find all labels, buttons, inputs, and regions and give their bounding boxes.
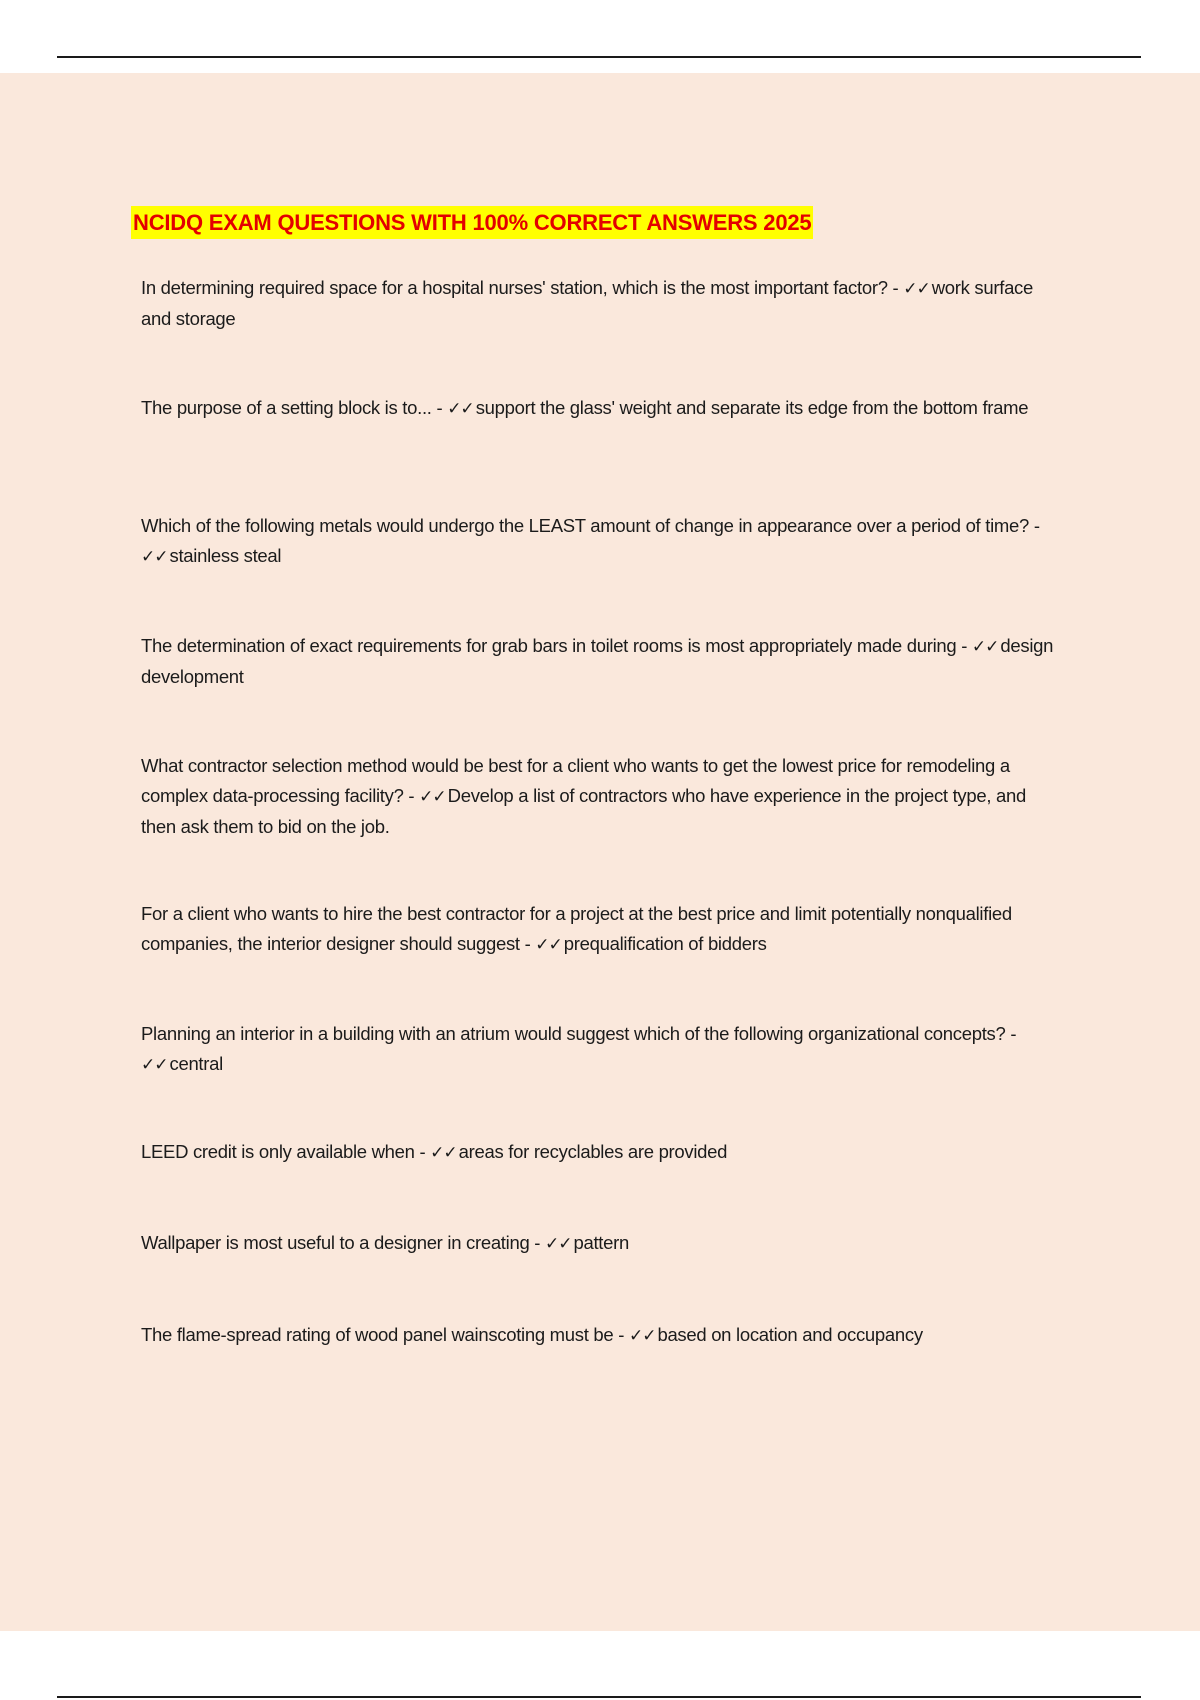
double-check-icon: ✓✓	[535, 935, 562, 955]
answer-text: based on location and occupancy	[657, 1324, 923, 1345]
separator: -	[519, 933, 536, 954]
question-text: In determining required space for a hospital nurses' station, which is the most important factor?	[141, 277, 888, 298]
double-check-icon: ✓✓	[628, 1326, 656, 1346]
document-title: NCIDQ EXAM QUESTIONS WITH 100% CORRECT ANSWERS 2025	[131, 206, 813, 239]
answer-text: stainless steal	[169, 545, 282, 566]
qa-item	[141, 631, 1061, 692]
answer-text: pattern	[573, 1232, 629, 1253]
qa-item	[141, 751, 1061, 842]
qa-item	[141, 1228, 1061, 1259]
answer-text: areas for recyclables are provided	[458, 1141, 728, 1162]
separator: -	[613, 1324, 629, 1345]
answer-text: Develop a list of contractors who have experience in the project type, and then ask them to bid on the job.	[141, 785, 1027, 837]
double-check-icon: ✓✓	[447, 399, 474, 419]
question-text: The determination of exact requirements for grab bars in toilet rooms is most appropriately made during	[141, 635, 957, 656]
qa-item	[141, 899, 1061, 960]
double-check-icon: ✓✓	[544, 1234, 572, 1254]
double-check-icon: ✓✓	[971, 637, 999, 657]
separator: -	[1028, 515, 1040, 536]
double-check-icon: ✓✓	[141, 1055, 168, 1075]
title-block	[131, 206, 813, 239]
qa-item	[141, 511, 1061, 572]
answer-text: support the glass' weight and separate its edge from the bottom frame	[475, 397, 1029, 418]
question-text: LEED credit is only available when	[141, 1141, 415, 1162]
question-text: The flame-spread rating of wood panel wainscoting must be	[141, 1324, 614, 1345]
footer-rule	[57, 1696, 1141, 1698]
separator: -	[956, 635, 972, 656]
question-text: What contractor selection method would be best for a client who wants to get the lowest price for remodeling a complex data-processing facility?	[141, 755, 1010, 806]
header-rule	[57, 56, 1141, 58]
answer-text: work surface and storage	[141, 277, 1034, 329]
separator: -	[1005, 1023, 1017, 1044]
double-check-icon: ✓✓	[419, 787, 446, 807]
separator: -	[887, 277, 904, 298]
question-text: The purpose of a setting block is to...	[141, 397, 432, 418]
question-text: Wallpaper is most useful to a designer in creating	[141, 1232, 530, 1253]
document-page	[0, 73, 1200, 1631]
qa-item	[141, 393, 1061, 424]
answer-text: central	[169, 1053, 223, 1074]
separator: -	[414, 1141, 431, 1162]
answer-text: prequalification of bidders	[563, 933, 767, 954]
question-text: For a client who wants to hire the best contractor for a project at the best price and limit potentially nonqualified companies, the interior designer should suggest	[141, 903, 1012, 954]
separator: -	[529, 1232, 545, 1253]
separator: -	[431, 397, 448, 418]
qa-item	[141, 273, 1061, 334]
qa-item	[141, 1019, 1061, 1080]
double-check-icon: ✓✓	[141, 547, 168, 567]
qa-item	[141, 1137, 1061, 1168]
double-check-icon: ✓✓	[430, 1143, 457, 1163]
double-check-icon: ✓✓	[903, 279, 930, 299]
qa-item	[141, 1320, 1061, 1351]
separator: -	[403, 785, 420, 806]
answer-text: design development	[141, 635, 1054, 687]
question-text: Which of the following metals would undergo the LEAST amount of change in appearance over a period of time?	[141, 515, 1029, 536]
question-text: Planning an interior in a building with an atrium would suggest which of the following organizational concepts?	[141, 1023, 1006, 1044]
